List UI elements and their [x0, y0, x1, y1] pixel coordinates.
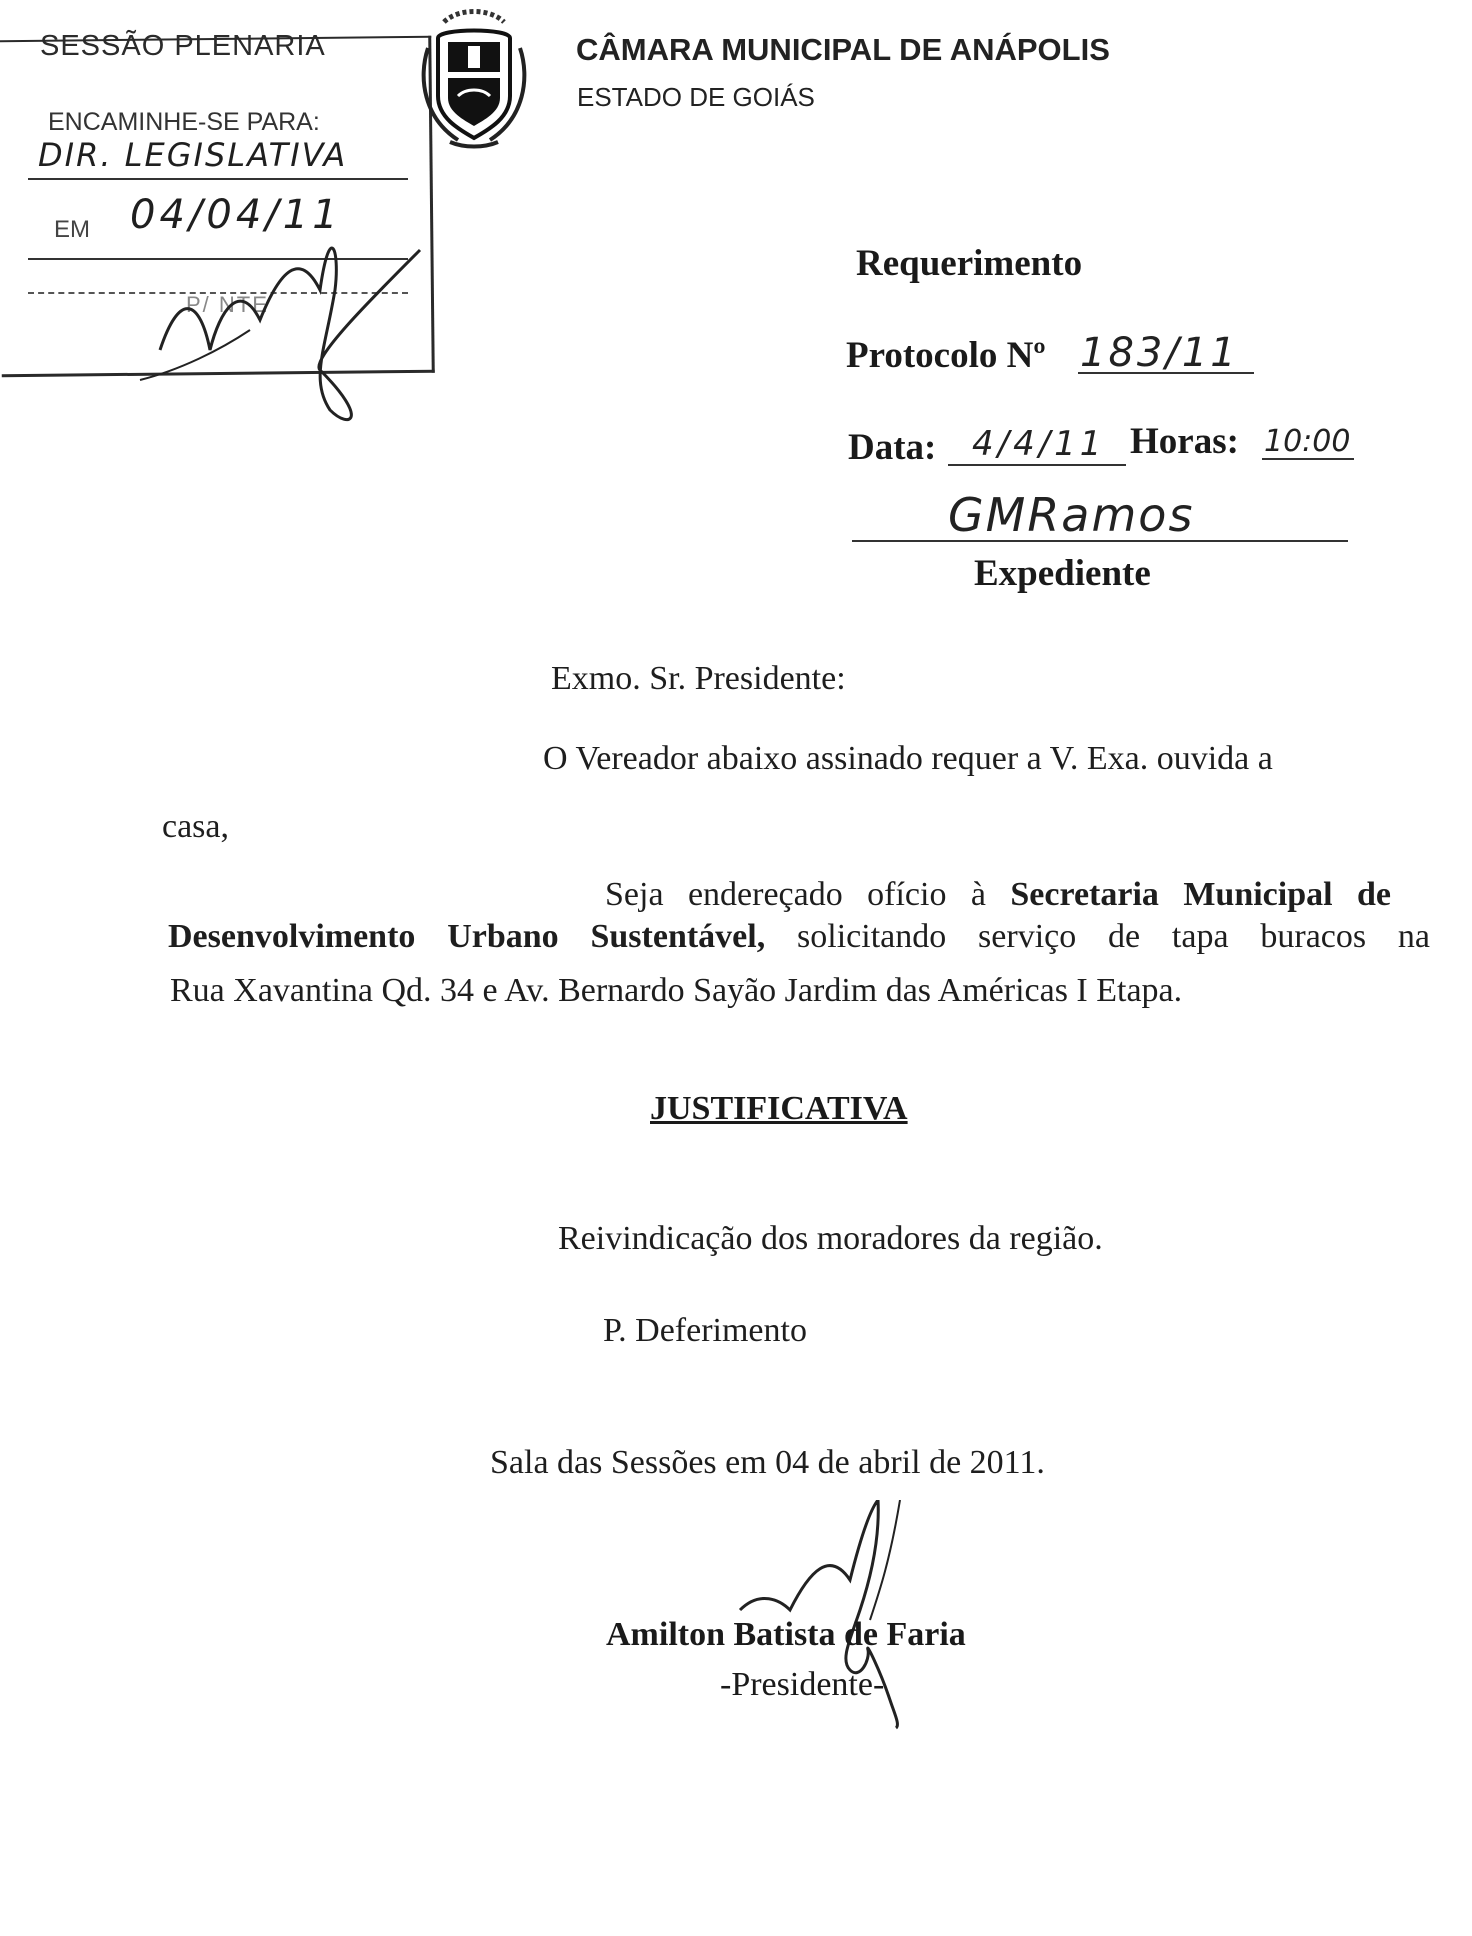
protocol-label: Protocolo Nº	[846, 335, 1046, 376]
hours-underline	[1262, 458, 1354, 460]
stamp-title: SESSÃO PLENARIA	[40, 30, 326, 62]
signer-role: -Presidente-	[720, 1666, 885, 1703]
clerk-signature: GMRamos	[948, 488, 1195, 542]
protocol-number: 183/11	[1080, 330, 1239, 376]
signer-name: Amilton Batista de Faria	[606, 1616, 966, 1653]
closing: P. Deferimento	[603, 1312, 807, 1349]
request-detail-line	[168, 918, 1430, 956]
request-detail-line: Rua Xavantina Qd. 34 e Av. Bernardo Sayão Jardim das Américas I Etapa.	[170, 972, 1183, 1009]
crest-icon	[418, 8, 530, 150]
date-underline	[948, 464, 1126, 466]
place-date: Sala das Sessões em 04 de abril de 2011.	[490, 1444, 1045, 1481]
hours-label: Horas:	[1130, 421, 1239, 462]
salutation: Exmo. Sr. Presidente:	[551, 660, 846, 697]
organization-name: CÂMARA MUNICIPAL DE ANÁPOLIS	[576, 32, 1110, 67]
request-detail-text: Seja endereçado ofício à	[605, 876, 1011, 913]
department-label: Expediente	[974, 553, 1151, 594]
stamp-date: 04/04/11	[130, 192, 342, 238]
request-detail-text: solicitando serviço de tapa buracos na	[765, 918, 1430, 955]
date-value: 4/4/11	[972, 424, 1106, 464]
request-detail-bold: Secretaria Municipal de	[1010, 876, 1391, 913]
request-detail-bold: Desenvolvimento Urbano Sustentável,	[168, 918, 766, 955]
stamp-forward-label: ENCAMINHE-SE PARA:	[48, 108, 320, 136]
stamp-signature-scribble	[120, 230, 440, 430]
hours-value: 10:00	[1264, 424, 1351, 459]
stamp-em-label: EM	[54, 216, 90, 243]
request-detail-line	[605, 876, 1391, 914]
request-paragraph-cont: casa,	[162, 808, 230, 845]
stamp-destination: DIR. LEGISLATIVA	[38, 136, 348, 174]
justification-heading: JUSTIFICATIVA	[650, 1090, 908, 1127]
organization-state: ESTADO DE GOIÁS	[577, 82, 815, 112]
date-label: Data:	[848, 427, 937, 468]
signature-line	[852, 540, 1348, 542]
document-type: Requerimento	[856, 243, 1083, 284]
stamp-signature-label: P/ NTE	[186, 292, 269, 317]
request-paragraph: O Vereador abaixo assinado requer a V. Exa. ouvida a	[543, 740, 1273, 777]
protocol-underline	[1078, 372, 1254, 374]
stamp-rule	[28, 178, 408, 180]
justification-text: Reivindicação dos moradores da região.	[558, 1220, 1103, 1257]
